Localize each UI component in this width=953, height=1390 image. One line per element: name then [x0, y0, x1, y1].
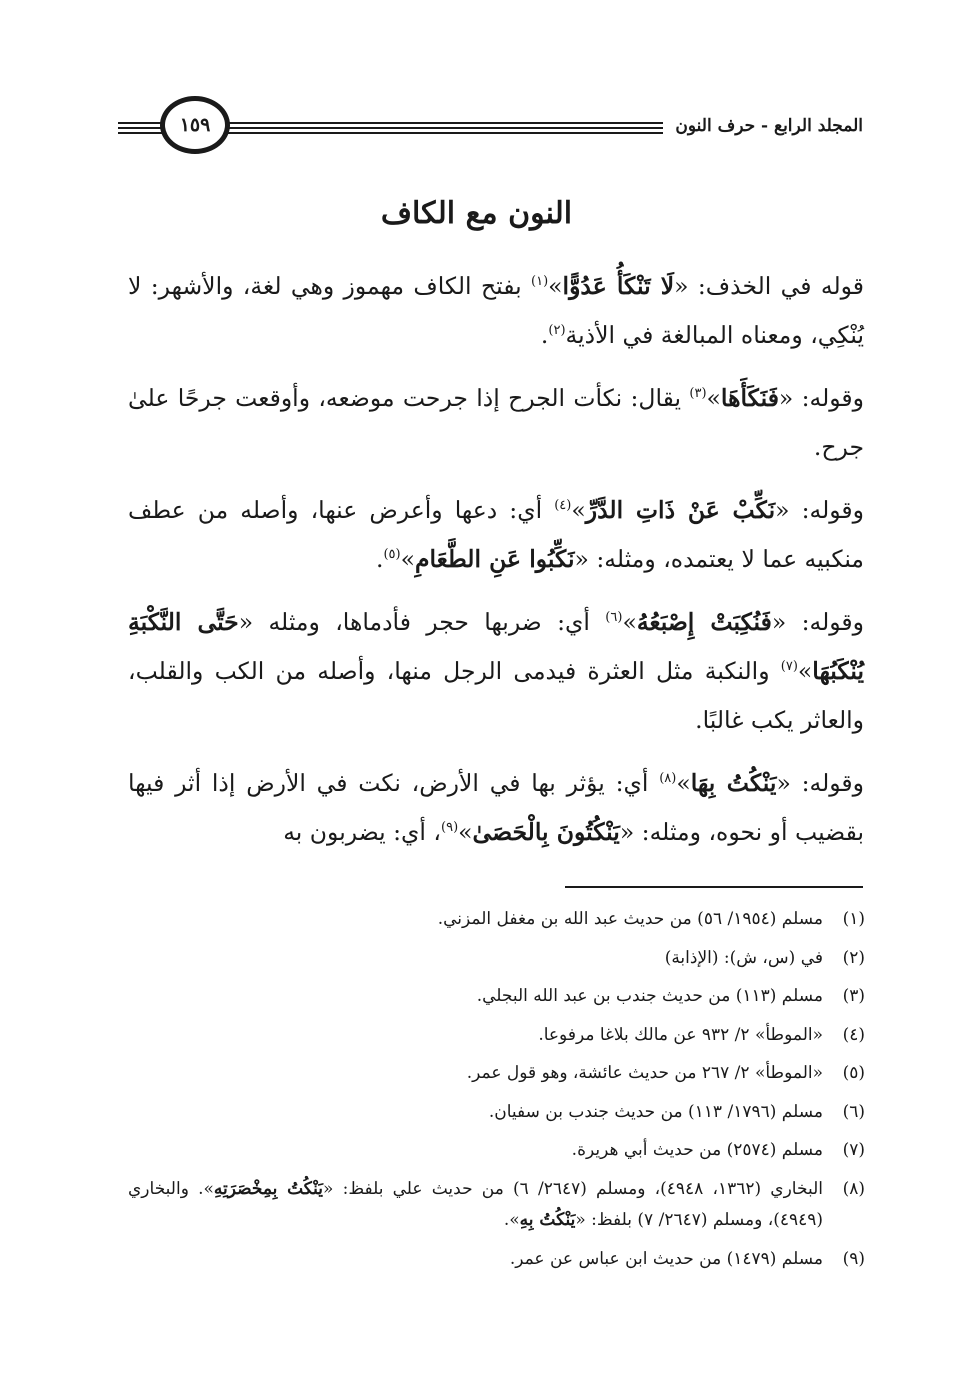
hadith-quote: لَا تَنْكَأُ عَدُوًّا [562, 272, 675, 300]
text-run: ، أي: يضربون به [283, 818, 441, 846]
text-run: وقوله: « [776, 769, 865, 797]
footnote-text: في (س، ش): (الإذابة) [664, 947, 823, 968]
text-run: » [797, 657, 813, 685]
hadith-quote: نَكِّبْ عَنْ ذَاتِ الدَّرِّ [585, 496, 776, 524]
footnote-number: (٥) [842, 1063, 865, 1083]
footnote-ref: (٤) [554, 498, 572, 514]
hadith-quote: يَنْكُتُ بِهَا [690, 769, 777, 797]
hadith-quote: فَنُكِبَتْ إِصْبَعُهُ [636, 608, 772, 636]
footnote [128, 981, 865, 1013]
paragraph [128, 598, 864, 745]
text-run: والنكبة مثل العثرة فيدمى الرجل منها، وأصله من الكب والقلب، والعاثر يكب غالبًا. [128, 657, 864, 734]
footnote-text: مسلم (١٤٧٩) من حديث ابن عباس عن عمر. [509, 1248, 823, 1269]
footnote [128, 1097, 865, 1129]
footnote-number: (٢) [842, 947, 865, 968]
footnote-ref: (٧) [780, 659, 798, 675]
paragraph [128, 486, 864, 584]
footnote [128, 1058, 865, 1090]
footnote-ref: (٩) [441, 820, 459, 836]
text-run: بفتح الكاف مهموز وهي لغة، والأشهر: لا يُنْكِي، ومعناه المبالغة في الأذية [128, 272, 864, 349]
footnote-number: (٣) [842, 986, 865, 1006]
text-run: » [622, 608, 637, 636]
text-run: أي: دعها وأعرض عنها، وأصله من عطف منكبيه عما لا يعتمده، ومثله: « [128, 496, 864, 573]
text-run: قوله في الخذف: « [674, 272, 864, 300]
footnote-text: مسلم (٢٥٧٤) من حديث أبي هريرة. [571, 1140, 823, 1160]
running-title: المجلد الرابع - حرف النون [663, 113, 863, 139]
hadith-quote: نَكِّبُوا عَنِ الطَّعَامِ [414, 545, 575, 573]
text-run: أي: يؤثر بها في الأرض، نكت في الأرض إذا أثر فيها بقضيب أو نحوه، ومثله: « [128, 769, 864, 846]
hadith-quote: يَنْكُتُ بِهِ [519, 1210, 576, 1230]
footnote-number: (٤) [842, 1024, 865, 1045]
text-run: » [548, 272, 563, 300]
footnote-text [128, 1174, 823, 1237]
paragraph [128, 759, 864, 857]
footnotes [128, 904, 865, 1282]
footnote-text: «الموطأ» ٢/ ٢٦٧ من حديث عائشة، وهو قول عمر. [466, 1063, 823, 1083]
text-run: . [375, 545, 384, 573]
footnote-ref: (١) [531, 274, 549, 290]
footnote-number: (٨) [842, 1178, 865, 1199]
text-run: وقوله: « [771, 608, 864, 636]
footnote-number: (١) [842, 909, 865, 929]
footnote [128, 1174, 865, 1237]
body-text [128, 262, 864, 857]
text-run: وقوله: « [775, 496, 865, 524]
paragraph [128, 262, 864, 360]
footnote-ref: (٥) [383, 547, 401, 563]
footnote-separator [565, 886, 863, 888]
footnote-ref: (٦) [605, 610, 623, 626]
text-run: ». والبخاري (٤٩٤٩)، ومسلم (٢٦٤٧/ ٧) بلفظ: « [128, 1178, 823, 1230]
page-number: ١٥٩ [160, 96, 230, 154]
text-run: » [706, 384, 721, 412]
footnote [128, 1135, 865, 1167]
footnote-ref: (٣) [689, 386, 707, 402]
footnote-text: «الموطأ» ٢/ ٩٣٢ عن مالك بلاغا مرفوعا. [538, 1024, 823, 1045]
footnote-number: (٩) [842, 1248, 865, 1269]
footnote-number: (٧) [842, 1140, 865, 1160]
paragraph [128, 374, 864, 472]
hadith-quote: يَنْكُتُ بِمِخْصَرَتِهِ [213, 1178, 324, 1199]
text-run: ». [503, 1210, 520, 1230]
section-title: النون مع الكاف [380, 196, 573, 231]
text-run: أي: ضربها حجر فأدماها، ومثله « [238, 608, 606, 636]
hadith-quote: فَنَكَأَهَا [720, 384, 779, 412]
footnote [128, 943, 865, 975]
footnote-text: مسلم (١١٣) من حديث جندب بن عبد الله البجلي. [476, 986, 823, 1006]
text-run: البخاري (١٣٦٢، ٤٩٤٨)، ومسلم (٢٦٤٧/ ٦) من حديث علي بلفظ: « [323, 1178, 823, 1199]
footnote [128, 1244, 865, 1276]
footnote [128, 904, 865, 936]
footnote-text: مسلم (١٩٥٤/ ٥٦) من حديث عبد الله بن مغفل المزني. [437, 909, 823, 929]
text-run: يقال: نكأت الجرح إذا جرحت موضعه، وأوقعت جرحًا علىٰ جرح. [128, 384, 864, 461]
text-run: . [540, 321, 549, 349]
footnote [128, 1020, 865, 1052]
text-run: وقوله: « [778, 384, 865, 412]
text-run: » [571, 496, 586, 524]
footnote-ref: (٨) [659, 771, 677, 787]
footnote-ref: (٢) [548, 323, 566, 339]
hadith-quote: حَتَّى النَّكْبَةِ يُنْكَبُهَا [128, 608, 864, 685]
footnote-number: (٦) [842, 1101, 865, 1122]
hadith-quote: يَنْكُتُونَ بِالْحَصَىٰ [472, 818, 620, 846]
page-header [118, 96, 863, 160]
text-run: » [400, 545, 415, 573]
text-run: » [676, 769, 691, 797]
footnote-text: مسلم (١٧٩٦/ ١١٣) من حديث جندب بن سفيان. [488, 1101, 823, 1122]
text-run: » [458, 818, 473, 846]
